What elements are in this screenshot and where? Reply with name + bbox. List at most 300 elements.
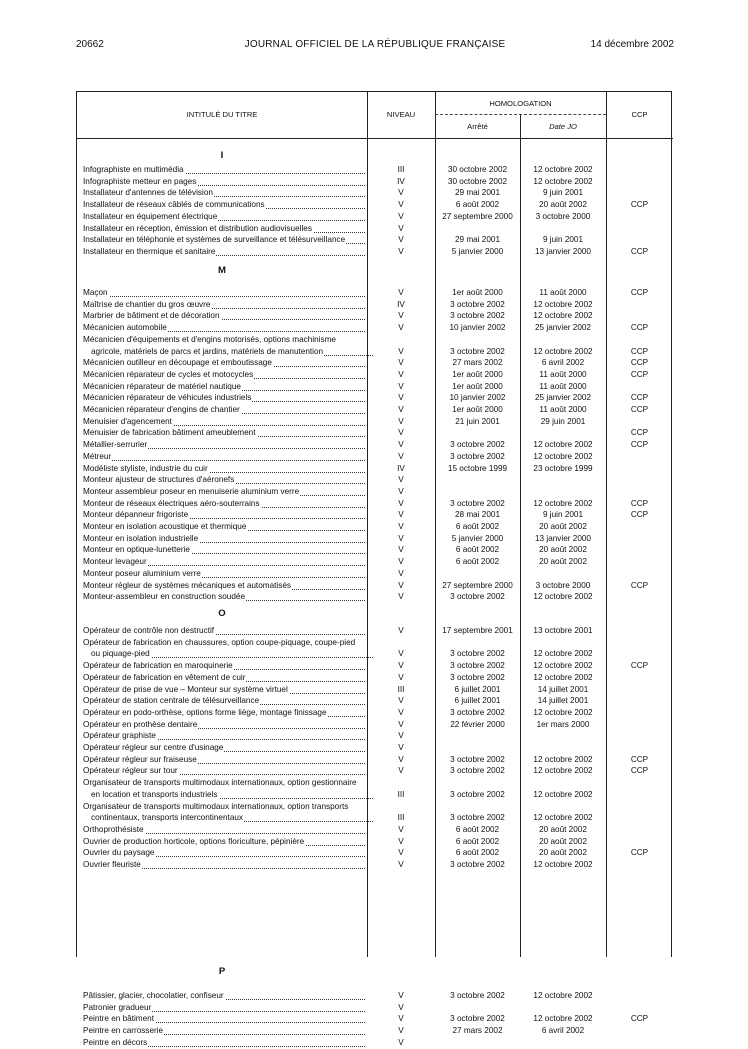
title-text: Organisateur de transports multimodaux internationaux, option gestionnaire: [83, 778, 357, 788]
section-letter: P: [218, 966, 226, 977]
table-row: [77, 357, 673, 369]
title-cell: [83, 223, 365, 235]
table-row: [77, 990, 673, 1002]
ccp-cell: CCP: [630, 369, 649, 379]
arrete-cell: 17 septembre 2001: [442, 626, 513, 635]
level-cell: V: [398, 188, 404, 198]
table-row: [77, 223, 673, 235]
level-cell: IV: [397, 176, 405, 186]
date-jo-cell: 23 octobre 1999: [533, 463, 593, 473]
date-jo-cell: 11 août 2000: [539, 369, 587, 379]
level-cell: V: [398, 836, 404, 846]
page-number: 20662: [76, 39, 104, 50]
date-jo-cell: 25 janvier 2002: [535, 393, 591, 403]
table-row-continuation: [77, 346, 673, 358]
date-jo-cell: 12 octobre 2002: [533, 991, 593, 1000]
arrete-cell: 3 octobre 2002: [450, 311, 505, 321]
level-cell: V: [398, 288, 404, 297]
level-cell: V: [398, 428, 404, 438]
arrete-cell: 3 octobre 2002: [450, 1014, 505, 1024]
arrete-cell: 27 mars 2002: [452, 1026, 503, 1036]
table-row: [77, 824, 673, 836]
title-cell: [83, 1002, 365, 1014]
title-cell: [83, 509, 365, 521]
journal-title: JOURNAL OFFICIEL DE LA RÉPUBLIQUE FRANÇAISE: [244, 39, 506, 50]
date-jo-cell: 3 octobre 2000: [535, 211, 591, 221]
ccp-cell: CCP: [630, 1014, 649, 1024]
arrete-cell: 3 octobre 2002: [450, 440, 505, 450]
date-jo-cell: 9 juin 2001: [542, 510, 584, 520]
arrete-cell: 6 août 2002: [455, 848, 500, 858]
title-text: Infographiste metteur en pages: [83, 176, 197, 186]
title-cell: [83, 765, 365, 777]
title-text: Orthoprothésiste: [83, 824, 144, 834]
table-row: [77, 287, 673, 299]
level-cell: V: [398, 369, 404, 379]
title-text: Opérateur graphiste: [83, 731, 156, 741]
ccp-cell: CCP: [630, 200, 649, 210]
arrete-cell: 3 octobre 2002: [450, 649, 505, 659]
title-text: Opérateur en podo-orthèse, options forme liège, montage finissage: [83, 707, 327, 717]
arrete-cell: 3 octobre 2002: [450, 592, 505, 602]
table-row: [77, 176, 673, 188]
column-header-date-jo: Date JO: [549, 122, 577, 131]
title-text: Installateur d'antennes de télévision: [83, 188, 213, 198]
level-cell: V: [398, 358, 404, 368]
title-cell: [83, 427, 365, 439]
arrete-cell: 10 janvier 2002: [449, 393, 506, 403]
arrete-cell: 6 août 2002: [455, 836, 500, 846]
title-cell: [83, 474, 365, 486]
level-cell: IV: [397, 299, 405, 309]
title-text: Marbrier de bâtiment et de décoration: [83, 311, 220, 321]
title-text: Monteur assembleur poseur en menuiserie aluminium verre: [83, 486, 300, 496]
level-cell: V: [398, 754, 404, 764]
title-text: Métreur: [83, 451, 112, 461]
title-cell: [83, 672, 365, 684]
title-cell: [91, 346, 373, 358]
level-cell: V: [398, 223, 404, 233]
title-cell: [83, 1025, 365, 1037]
title-cell: [83, 246, 365, 258]
ccp-cell: CCP: [630, 405, 649, 414]
table-row: [77, 164, 673, 176]
title-text: Ouvrier de production horticole, options floriculture, pépinière: [83, 836, 305, 846]
level-cell: V: [398, 211, 404, 221]
level-cell: V: [398, 486, 404, 496]
title-cell: [83, 1013, 365, 1025]
arrete-cell: 10 janvier 2002: [449, 323, 506, 333]
level-cell: III: [397, 684, 405, 694]
arrete-cell: 6 août 2002: [455, 557, 500, 567]
ccp-cell: CCP: [630, 323, 649, 333]
level-cell: V: [398, 393, 404, 403]
title-cell: [83, 990, 365, 1002]
table-row: [77, 392, 673, 404]
title-cell: [83, 211, 365, 223]
title-cell: [83, 381, 365, 393]
title-cell: [83, 730, 365, 742]
table-row: [77, 334, 673, 346]
level-cell: V: [398, 440, 404, 450]
date-jo-cell: 12 octobre 2002: [533, 813, 593, 823]
ccp-cell: CCP: [630, 661, 649, 671]
title-text: Opérateur régleur sur tour: [83, 766, 178, 776]
arrete-cell: 3 octobre 2002: [450, 991, 505, 1000]
ccp-cell: CCP: [630, 428, 649, 438]
arrete-cell: 5 janvier 2000: [451, 246, 504, 256]
table-row: [77, 568, 673, 580]
title-text: Patronier gradueur: [83, 1002, 152, 1012]
issue-date: 14 décembre 2002: [590, 39, 674, 50]
title-cell: [83, 310, 365, 322]
title-cell: [83, 463, 365, 475]
arrete-cell: 5 janvier 2000: [451, 533, 504, 543]
title-text: Mécanicien réparateur de véhicules industriels: [83, 393, 252, 403]
table-row: [77, 660, 673, 672]
homologation-rule: [435, 114, 606, 115]
title-text: Installateur en thermique et sanitaire: [83, 246, 216, 256]
column-header-ccp: CCP: [631, 110, 648, 119]
title-cell: [83, 742, 365, 754]
level-cell: V: [398, 580, 404, 590]
title-text: Opérateur régleur sur centre d'usinage: [83, 743, 224, 752]
arrete-cell: 3 octobre 2002: [450, 451, 505, 461]
title-text: Opérateur de station centrale de télésurveillance: [83, 696, 260, 706]
level-cell: V: [398, 346, 404, 356]
level-cell: V: [398, 200, 404, 210]
date-jo-cell: 14 juillet 2001: [537, 684, 589, 694]
ccp-cell: CCP: [630, 288, 649, 297]
title-cell: [83, 164, 365, 176]
table-row: [77, 187, 673, 199]
title-text: Installateur de réseaux câblés de communications: [83, 200, 265, 210]
title-text: Mécanicien réparateur de cycles et motocycles: [83, 369, 254, 379]
title-text: Monteur ajusteur de structures d'aéronefs: [83, 475, 235, 485]
table-row: [77, 730, 673, 742]
level-cell: V: [398, 381, 404, 391]
table-row: [77, 801, 673, 813]
table-row: [77, 777, 673, 789]
level-cell: V: [398, 475, 404, 485]
level-cell: V: [398, 848, 404, 858]
arrete-cell: 3 octobre 2002: [450, 860, 505, 869]
arrete-cell: 6 juillet 2001: [454, 696, 501, 706]
date-jo-cell: 20 août 2002: [539, 557, 587, 567]
level-cell: V: [398, 649, 404, 659]
arrete-cell: 29 mai 2001: [454, 235, 501, 245]
date-jo-cell: 12 octobre 2002: [533, 649, 593, 659]
homologation-table: [76, 91, 672, 1047]
title-text: Menuisier d'agencement: [83, 416, 172, 426]
date-jo-cell: 20 août 2002: [539, 824, 587, 834]
level-cell: V: [398, 696, 404, 706]
table-row: [77, 246, 673, 258]
title-cell: [83, 824, 365, 836]
title-text: Peintre en carrosserie: [83, 1026, 164, 1036]
level-cell: V: [398, 557, 404, 567]
table-row: [77, 625, 673, 637]
level-cell: V: [398, 991, 404, 1000]
table-row: [77, 234, 673, 246]
arrete-cell: 27 mars 2002: [452, 358, 503, 368]
title-text: Installateur en téléphonie et systèmes de surveillance et télésurveillance: [83, 235, 346, 245]
column-header-level: NIVEAU: [386, 110, 416, 119]
level-cell: V: [398, 824, 404, 834]
arrete-cell: 3 octobre 2002: [450, 707, 505, 717]
title-text: Monteur poseur aluminium verre: [83, 568, 201, 578]
date-jo-cell: 12 octobre 2002: [533, 661, 593, 671]
date-jo-cell: 12 octobre 2002: [533, 789, 593, 799]
title-text: Peintre en décors: [83, 1037, 148, 1047]
arrete-cell: 27 septembre 2000: [442, 580, 513, 590]
table-row: [77, 474, 673, 486]
date-jo-cell: 12 octobre 2002: [533, 592, 593, 602]
title-cell: [83, 707, 365, 719]
ccp-cell: CCP: [630, 440, 649, 450]
arrete-cell: 21 juin 2001: [455, 416, 500, 426]
title-text: Opérateur de fabrication en chaussures, option coupe-piquage, coupe-pied: [83, 637, 356, 647]
level-cell: V: [398, 1037, 404, 1047]
date-jo-cell: 9 juin 2001: [542, 188, 584, 198]
arrete-cell: 6 août 2002: [455, 200, 500, 210]
title-text: Opérateur de fabrication en maroquinerie: [83, 661, 233, 671]
level-cell: V: [398, 719, 404, 729]
title-cell: [83, 1037, 365, 1049]
table-row: [77, 742, 673, 754]
level-cell: V: [398, 731, 404, 741]
title-text: Opérateur de fabrication en vêtement de cuir: [83, 672, 246, 682]
title-cell: [83, 660, 365, 672]
arrete-cell: 1er août 2000: [452, 288, 503, 297]
date-jo-cell: 12 octobre 2002: [533, 766, 593, 776]
arrete-cell: 6 juillet 2001: [454, 684, 501, 694]
title-text: Ouvrier fleuriste: [83, 860, 141, 869]
level-cell: V: [398, 246, 404, 256]
ccp-cell: CCP: [630, 346, 649, 356]
table-row: [77, 836, 673, 848]
title-text: Monteur en isolation industrielle: [83, 533, 199, 543]
table-row: [77, 695, 673, 707]
table-row: [77, 847, 673, 859]
title-cell: [83, 754, 365, 766]
arrete-cell: 29 mai 2001: [454, 188, 501, 198]
title-cell: [83, 533, 365, 545]
title-text: Monteur dépanneur frigoriste: [83, 510, 189, 520]
table-row: [77, 684, 673, 696]
title-cell: [83, 568, 365, 580]
title-text: Monteur de réseaux électriques aéro-souterrains: [83, 498, 260, 508]
date-jo-cell: 11 août 2000: [539, 405, 587, 414]
title-cell: [83, 591, 365, 603]
title-text: Peintre en bâtiment: [83, 1014, 155, 1024]
date-jo-cell: 13 octobre 2001: [533, 626, 593, 635]
title-text: Monteur en isolation acoustique et thermique: [83, 522, 247, 531]
date-jo-cell: 29 juin 2001: [540, 416, 586, 426]
arrete-cell: 1er août 2000: [452, 405, 503, 414]
level-cell: V: [398, 545, 404, 555]
table-row: [77, 533, 673, 545]
title-cell: [83, 847, 365, 859]
title-cell: [91, 789, 373, 801]
title-cell: [83, 439, 365, 451]
title-text: Monteur-assembleur en construction soudée: [83, 592, 246, 602]
arrete-cell: 3 octobre 2002: [450, 813, 505, 823]
date-jo-cell: 6 avril 2002: [541, 1026, 585, 1036]
level-cell: III: [397, 789, 405, 799]
arrete-cell: 3 octobre 2002: [450, 498, 505, 508]
table-row: [77, 1025, 673, 1037]
title-text: ou piquage-pied: [91, 649, 150, 659]
level-cell: V: [398, 592, 404, 602]
date-jo-cell: 13 janvier 2000: [535, 533, 591, 543]
column-header-title: INTITULÉ DU TITRE: [186, 110, 258, 119]
date-jo-cell: 12 octobre 2002: [533, 299, 593, 309]
table-row: [77, 1013, 673, 1025]
level-cell: V: [398, 323, 404, 333]
column-header-arrete: Arrêté: [467, 122, 488, 131]
title-cell: [83, 486, 365, 498]
table-row: [77, 719, 673, 731]
date-jo-cell: 12 octobre 2002: [533, 498, 593, 508]
level-cell: V: [398, 533, 404, 543]
table-row: [77, 707, 673, 719]
table-row: [77, 463, 673, 475]
ccp-cell: CCP: [630, 766, 649, 776]
date-jo-cell: 3 octobre 2000: [535, 580, 591, 590]
ccp-cell: CCP: [630, 358, 649, 368]
table-row: [77, 199, 673, 211]
title-cell: [83, 299, 365, 311]
table-row: [77, 544, 673, 556]
level-cell: V: [398, 522, 404, 531]
table-row: [77, 672, 673, 684]
title-cell: [83, 287, 365, 299]
level-cell: V: [398, 235, 404, 245]
level-cell: V: [398, 672, 404, 682]
table-row: [77, 765, 673, 777]
arrete-cell: 6 août 2002: [455, 522, 500, 531]
level-cell: V: [398, 1026, 404, 1036]
title-cell: [83, 392, 365, 404]
title-cell: [83, 556, 365, 568]
title-text: Maçon: [83, 288, 108, 297]
date-jo-cell: 6 avril 2002: [541, 358, 585, 368]
level-cell: V: [398, 451, 404, 461]
date-jo-cell: 11 août 2000: [539, 381, 587, 391]
level-cell: V: [398, 860, 404, 869]
table-row: [77, 1002, 673, 1014]
title-text: Pâtissier, glacier, chocolatier, confiseur: [83, 991, 224, 1000]
ccp-cell: CCP: [630, 848, 649, 858]
title-text: Mécanicien d'équipements et d'engins motorisés, options machinisme: [83, 334, 336, 344]
title-text: Mécanicien réparateur de matériel nautique: [83, 381, 241, 391]
title-text: Opérateur régleur sur fraiseuse: [83, 754, 197, 764]
title-cell: [83, 580, 365, 592]
arrete-cell: 1er août 2000: [452, 369, 503, 379]
level-cell: IV: [397, 463, 405, 473]
title-cell: [83, 416, 365, 428]
level-cell: V: [398, 568, 404, 578]
title-cell: [83, 334, 365, 346]
arrete-cell: 6 août 2002: [455, 824, 500, 834]
section-letter: O: [218, 608, 226, 619]
table-row: [77, 637, 673, 649]
title-text: Opérateur de prise de vue – Monteur sur système virtuel: [83, 684, 288, 694]
section-letter: I: [220, 150, 224, 161]
title-cell: [83, 625, 365, 637]
title-text: Modéliste styliste, industrie du cuir: [83, 463, 208, 473]
table-row: [77, 591, 673, 603]
level-cell: V: [398, 498, 404, 508]
ccp-cell: CCP: [630, 754, 649, 764]
title-text: continentaux, transports intercontinentaux: [91, 813, 244, 823]
date-jo-cell: 12 octobre 2002: [533, 672, 593, 682]
table-row-continuation: [77, 789, 673, 801]
table-row: [77, 404, 673, 416]
arrete-cell: 3 octobre 2002: [450, 299, 505, 309]
title-cell: [83, 322, 365, 334]
table-row: [77, 580, 673, 592]
table-row: [77, 556, 673, 568]
date-jo-cell: 12 octobre 2002: [533, 311, 593, 321]
date-jo-cell: 9 juin 2001: [542, 235, 584, 245]
date-jo-cell: 12 octobre 2002: [533, 707, 593, 717]
arrete-cell: 3 octobre 2002: [450, 346, 505, 356]
ccp-cell: CCP: [630, 498, 649, 508]
level-cell: V: [398, 405, 404, 414]
title-text: Organisateur de transports multimodaux internationaux, option transports: [83, 801, 349, 811]
table-row: [77, 451, 673, 463]
level-cell: III: [397, 813, 405, 823]
date-jo-cell: 25 janvier 2002: [535, 323, 591, 333]
title-cell: [83, 234, 365, 246]
arrete-cell: 6 août 2002: [455, 545, 500, 555]
ccp-cell: CCP: [630, 580, 649, 590]
title-text: Installateur en équipement électrique: [83, 211, 218, 221]
date-jo-cell: 1er mars 2000: [536, 719, 590, 729]
table-row: [77, 416, 673, 428]
title-cell: [83, 199, 365, 211]
title-text: Mécanicien automobile: [83, 323, 167, 333]
title-cell: [83, 637, 365, 649]
title-cell: [91, 812, 373, 824]
date-jo-cell: 20 août 2002: [539, 848, 587, 858]
date-jo-cell: 20 août 2002: [539, 522, 587, 531]
date-jo-cell: 12 octobre 2002: [533, 451, 593, 461]
table-row: [77, 211, 673, 223]
date-jo-cell: 12 octobre 2002: [533, 440, 593, 450]
arrete-cell: 22 février 2000: [450, 719, 505, 729]
title-text: Installateur en réception, émission et distribution audiovisuelles: [83, 223, 312, 233]
level-cell: V: [398, 626, 404, 635]
date-jo-cell: 12 octobre 2002: [533, 860, 593, 869]
arrete-cell: 3 octobre 2002: [450, 789, 505, 799]
date-jo-cell: 14 juillet 2001: [537, 696, 589, 706]
table-row: [77, 439, 673, 451]
date-jo-cell: 12 octobre 2002: [533, 165, 593, 174]
level-cell: V: [398, 1002, 404, 1012]
arrete-cell: 28 mai 2001: [454, 510, 501, 520]
date-jo-cell: 20 août 2002: [539, 545, 587, 555]
table-row: [77, 1037, 673, 1049]
title-text: Menuisier de fabrication bâtiment ameublement: [83, 428, 256, 438]
arrete-cell: 15 octobre 1999: [447, 463, 508, 473]
title-cell: [83, 859, 365, 871]
column-header-homologation: HOMOLOGATION: [489, 99, 552, 108]
table-row: [77, 381, 673, 393]
table-row: [77, 427, 673, 439]
